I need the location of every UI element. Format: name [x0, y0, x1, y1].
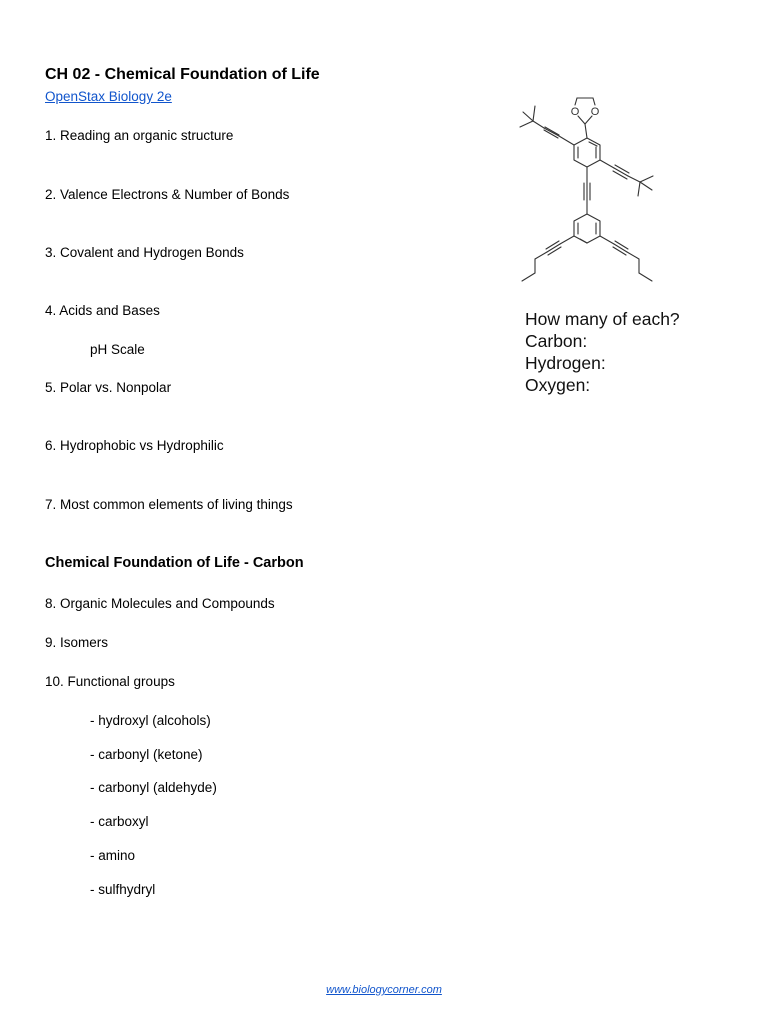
topic-item-6: 6. Hydrophobic vs Hydrophilic	[45, 438, 224, 453]
oxygen-label-left: O	[570, 106, 580, 118]
topic-item-10: 10. Functional groups	[45, 674, 175, 689]
right-propyl-alkyne	[600, 236, 652, 281]
oxygen-label-right: O	[590, 106, 600, 118]
oxygen-count-label: Oxygen:	[525, 375, 591, 395]
section-heading-carbon: Chemical Foundation of Life - Carbon	[45, 555, 304, 571]
topic-item-8: 8. Organic Molecules and Compounds	[45, 596, 275, 611]
functional-group-aldehyde: - carbonyl (aldehyde)	[90, 780, 217, 795]
functional-group-sulfhydryl: - sulfhydryl	[90, 882, 156, 897]
right-tert-butyl-alkyne	[600, 160, 653, 196]
left-tert-butyl-alkyne	[520, 106, 574, 145]
page-title: CH 02 - Chemical Foundation of Life	[45, 66, 320, 83]
benzene-ring-bottom	[574, 214, 600, 243]
question-heading: How many of each?	[525, 309, 680, 329]
functional-group-hydroxyl: - hydroxyl (alcohols)	[90, 713, 211, 728]
topic-item-3: 3. Covalent and Hydrogen Bonds	[45, 245, 244, 260]
topic-subitem-ph-scale: pH Scale	[90, 342, 145, 357]
footer-link[interactable]: www.biologycorner.com	[326, 984, 442, 996]
topic-item-4: 4. Acids and Bases	[45, 303, 160, 318]
footer	[0, 984, 768, 996]
functional-group-amino: - amino	[90, 848, 136, 863]
topic-item-5: 5. Polar vs. Nonpolar	[45, 380, 172, 395]
functional-group-carboxyl: - carboxyl	[90, 814, 149, 829]
topic-item-9: 9. Isomers	[45, 635, 109, 650]
topic-item-7: 7. Most common elements of living things	[45, 497, 293, 512]
functional-group-ketone: - carbonyl (ketone)	[90, 747, 203, 762]
central-alkyne-linker	[584, 167, 590, 214]
left-propyl-alkyne	[522, 236, 574, 281]
hydrogen-count-label: Hydrogen:	[525, 353, 606, 373]
openstax-link[interactable]: OpenStax Biology 2e	[45, 89, 172, 104]
atom-count-question	[525, 308, 680, 396]
topic-item-1: 1. Reading an organic structure	[45, 128, 234, 143]
benzene-ring-top	[574, 138, 600, 167]
molecule-structure-diagram	[512, 88, 672, 293]
carbon-count-label: Carbon:	[525, 331, 588, 351]
topic-item-2: 2. Valence Electrons & Number of Bonds	[45, 187, 290, 202]
